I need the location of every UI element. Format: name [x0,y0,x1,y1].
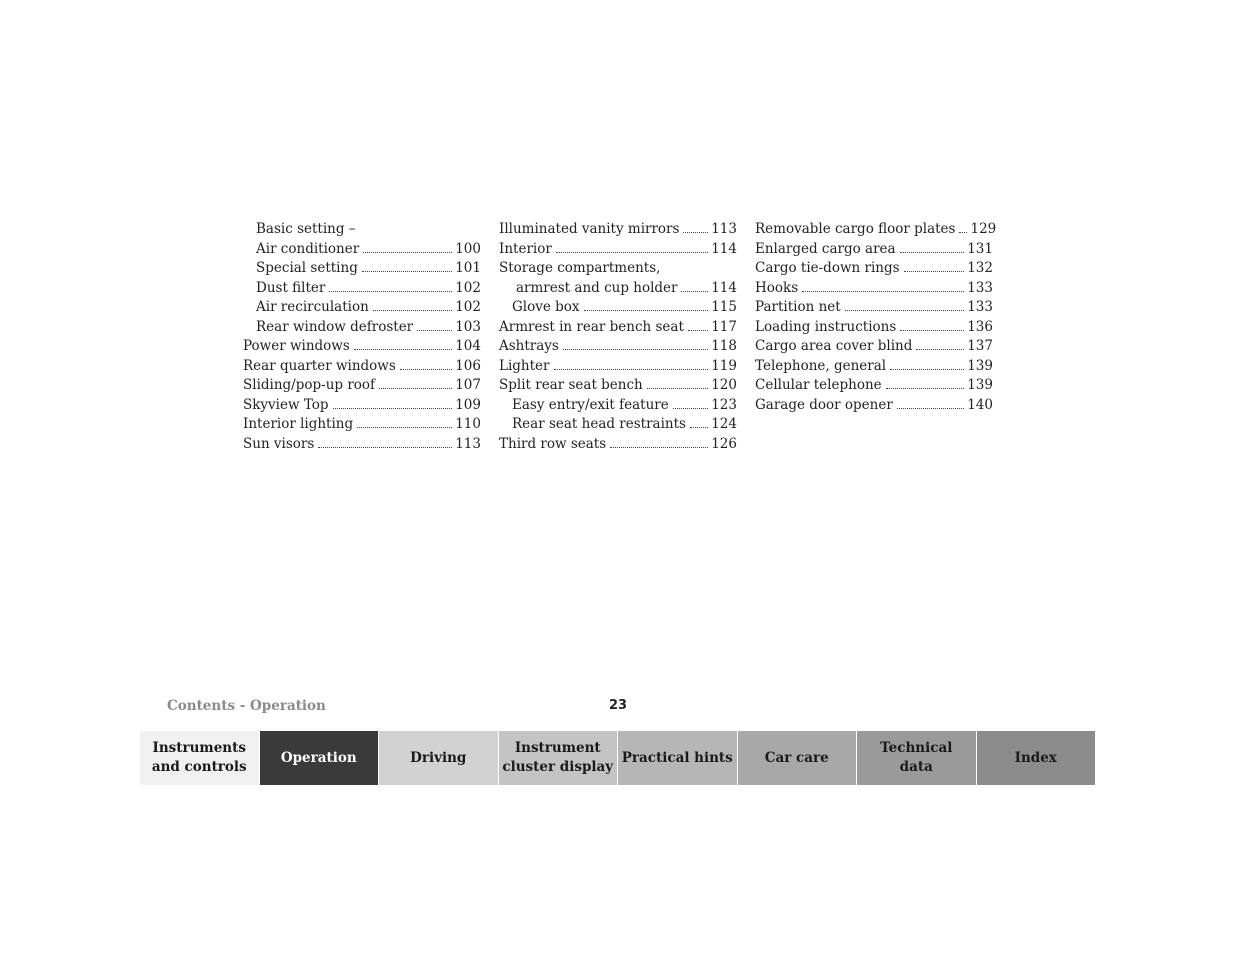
toc-entry-page: 139 [967,357,993,374]
tab-instruments-and-controls[interactable]: Instruments and controls [140,731,260,785]
toc-entry[interactable] [243,298,481,318]
dot-leader [379,387,452,389]
toc-entry-page: 131 [967,240,993,257]
toc-entry-title: Third row seats [499,435,607,452]
toc-entry-page: 119 [711,357,737,374]
toc-entry[interactable] [243,415,481,435]
tab-car-care[interactable]: Car care [738,731,858,785]
section-title: Contents - Operation [167,698,326,714]
dot-leader [610,446,708,448]
toc-entry[interactable] [755,357,993,377]
dot-leader [647,387,708,389]
dot-leader [584,309,709,311]
toc-entry-title: Rear window defroster [256,318,414,335]
dot-leader [904,270,965,272]
toc-entry[interactable] [243,396,481,416]
toc-entry-page: 114 [711,279,737,296]
toc-entry-title: Telephone, general [755,357,887,374]
dot-leader [563,348,708,350]
page-number: 23 [608,698,628,713]
toc-entry[interactable] [499,279,737,299]
toc-entry[interactable] [243,357,481,377]
toc-entry-page: 140 [967,396,993,413]
toc-entry-title: armrest and cup holder [516,279,678,296]
toc-entry-title: Glove box [512,299,580,315]
toc-entry-page: 115 [711,299,737,315]
toc-entry-page: 109 [455,396,481,413]
toc-entry[interactable] [755,396,993,416]
dot-leader [354,348,452,350]
tab-operation[interactable]: Operation [260,731,380,785]
toc-entry-page: 104 [455,338,481,354]
tab-technical-data[interactable]: Technical data [857,731,977,785]
toc-entry-page: 132 [967,260,993,276]
toc-entry-page: 124 [711,416,737,432]
tab-instrument-cluster-display[interactable]: Instrument cluster display [499,731,619,785]
toc-entry-page: 106 [455,357,481,374]
dot-leader [556,251,708,253]
dot-leader [417,329,452,331]
toc-entry-title: Storage compartments, [499,260,661,276]
toc-entry-page: 133 [967,299,993,315]
toc-entry-title: Basic setting – [256,221,356,237]
dot-leader [900,329,964,331]
dot-leader [673,407,708,409]
dot-leader [802,290,964,292]
toc-entry-page: 107 [455,377,481,393]
toc-entry-title: Easy entry/exit feature [512,396,669,413]
toc-column-2 [499,220,737,454]
dot-leader [363,251,452,253]
toc-entry[interactable] [243,240,481,260]
toc-entry-page: 118 [711,338,737,354]
toc-entry-title: Dust filter [256,279,326,296]
toc-entry[interactable] [755,240,993,260]
dot-leader [900,251,965,253]
toc-entry-title: Ashtrays [499,338,559,354]
toc-entry-page: 102 [455,279,481,296]
toc-entry-title: Removable cargo floor plates [755,221,956,237]
toc-entry-title: Air recirculation [256,299,369,315]
toc-entry-title: Rear seat head restraints [512,416,686,432]
toc-entry[interactable] [499,396,737,416]
toc-entry[interactable] [755,259,993,279]
toc-entry[interactable] [243,435,481,455]
toc-entry-page: 136 [967,318,993,335]
toc-entry-title: Lighter [499,357,550,374]
toc-entry [499,259,737,279]
toc-entry-page: 123 [711,396,737,413]
toc-entry[interactable] [243,318,481,338]
dot-leader [362,270,452,272]
toc-entry[interactable] [499,298,737,318]
dot-leader [886,387,965,389]
toc-entry-title: Special setting [256,260,358,276]
toc-entry[interactable] [755,318,993,338]
toc-entry-title: Power windows [243,338,350,354]
toc-entry-title: Interior [499,240,552,257]
toc-entry[interactable] [755,337,993,357]
dot-leader [681,290,708,292]
tab-practical-hints[interactable]: Practical hints [618,731,738,785]
toc-entry[interactable] [243,259,481,279]
toc-entry[interactable] [499,376,737,396]
dot-leader [916,348,964,350]
dot-leader [400,368,452,370]
tab-driving[interactable]: Driving [379,731,499,785]
dot-leader [845,309,965,311]
dot-leader [683,231,708,233]
dot-leader [357,426,452,428]
toc-entry[interactable] [755,220,997,240]
toc-entry-title: Cargo tie-down rings [755,260,900,276]
toc-entry-title: Cellular telephone [755,377,882,393]
dot-leader [554,368,709,370]
toc-entry[interactable] [243,337,481,357]
dot-leader [890,368,964,370]
toc-entry[interactable] [499,357,737,377]
toc-entry[interactable] [499,415,737,435]
chapter-tabs [140,731,1095,785]
toc-entry-page: 114 [711,240,737,257]
toc-entry-page: 133 [967,279,993,296]
toc-entry [243,220,481,240]
toc-entry-page: 113 [455,435,481,452]
toc-entry-page: 103 [455,318,481,335]
toc-entry-title: Interior lighting [243,416,354,432]
toc-entry-title: Partition net [755,299,841,315]
dot-leader [373,309,452,311]
toc-entry-title: Sun visors [243,435,315,452]
toc-entry-page: 101 [455,260,481,276]
toc-entry[interactable] [499,435,737,455]
toc-entry-page: 117 [711,318,737,335]
toc-entry-page: 100 [455,240,481,257]
toc-entry-title: Air conditioner [256,240,360,257]
dot-leader [690,426,708,428]
tab-index[interactable]: Index [977,731,1096,785]
dot-leader [959,231,967,233]
toc-entry-title: Rear quarter windows [243,357,396,374]
dot-leader [333,407,453,409]
toc-entry-page: 113 [711,221,737,237]
toc-entry-page: 120 [711,377,737,393]
toc-entry-page: 137 [967,338,993,354]
toc-column-1 [243,220,481,454]
toc-entry[interactable] [499,337,737,357]
toc-entry-title: Illuminated vanity mirrors [499,221,680,237]
toc-entry[interactable] [755,298,993,318]
toc-entry-title: Skyview Top [243,396,329,413]
toc-entry-title: Split rear seat bench [499,377,643,393]
toc-entry[interactable] [243,279,481,299]
dot-leader [897,407,964,409]
toc-entry-page: 102 [455,299,481,315]
toc-entry-page: 129 [970,221,997,237]
toc-entry[interactable] [755,376,993,396]
toc-entry-title: Garage door opener [755,396,893,413]
toc-entry[interactable] [243,376,481,396]
dot-leader [329,290,452,292]
toc-entry-page: 126 [711,435,737,452]
toc-entry-page: 110 [455,416,481,432]
toc-entry[interactable] [755,279,993,299]
toc-entry-title: Cargo area cover blind [755,338,913,354]
toc-entry-title: Armrest in rear bench seat [499,318,684,335]
toc-entry-page: 139 [967,377,993,393]
toc-entry-title: Hooks [755,279,799,296]
toc-entry[interactable] [499,220,737,240]
dot-leader [688,329,708,331]
dot-leader [318,446,452,448]
toc-column-3 [755,220,997,415]
toc-entry-title: Sliding/pop-up roof [243,377,376,393]
toc-entry-title: Loading instructions [755,318,897,335]
toc-entry-title: Enlarged cargo area [755,240,896,257]
toc-entry[interactable] [499,240,737,260]
toc-entry[interactable] [499,318,737,338]
